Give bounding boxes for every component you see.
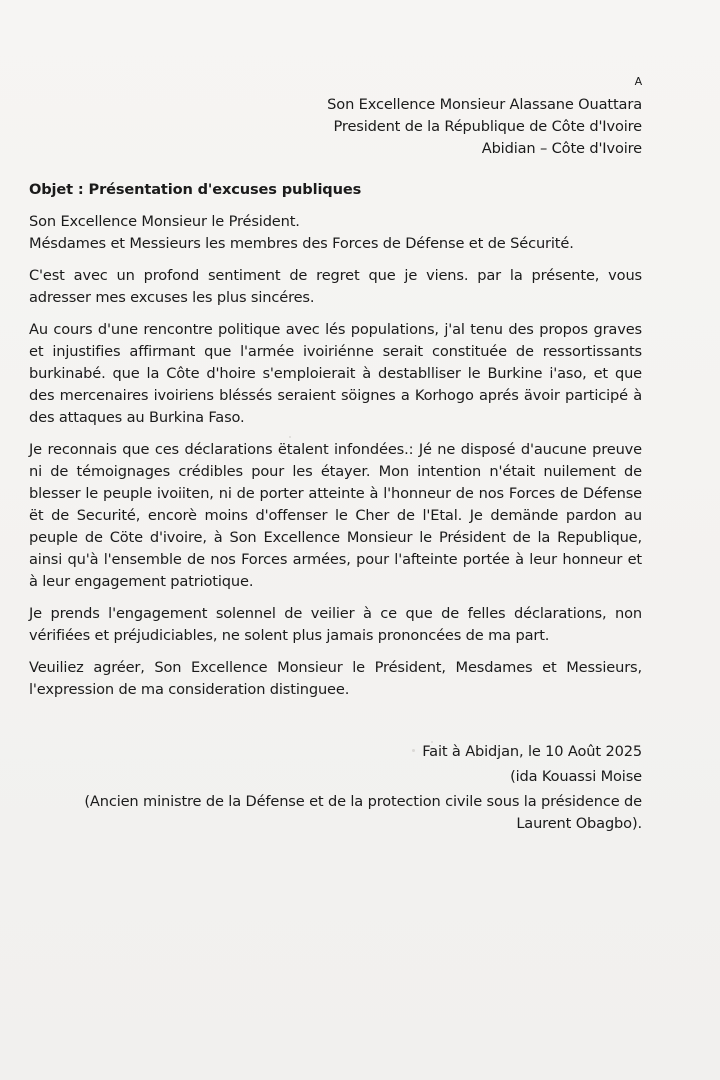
paragraph-statements: Au cours d'une rencontre politique avec lés populations, j'al tenu des propos graves et injustifies affirmant que l'armée ivoiriénne serait constituée de ressortissants burkinabé. que la Côte d'hoire s'emploierait à destablliser le Burkine i'aso, et que des mercenaires ivoiriens bléssés seraient söignes a Korhogo aprés ävoir participé à des attaques au Burkina Faso. <box>29 321 642 426</box>
recipient-block <box>29 74 642 160</box>
paragraph-regret: C'est avec un profond sentiment de regret que je viens. par la présente, vous adresser mes excuses les plus sincéres. <box>29 267 642 306</box>
salutation <box>29 211 642 255</box>
paragraph-closing-formula: Veuiliez agréer, Son Excellence Monsieur le Président, Mesdames et Messieurs, l'expression de ma consideration distinguee. <box>29 659 642 698</box>
signatory-title: (Ancien ministre de la Défense et de la protection civile sous la présidence de Laurent Obagbo). <box>84 793 642 832</box>
recipient-prefix: A <box>634 75 642 88</box>
recipient-title: President de la République de Côte d'Ivoire <box>333 118 642 135</box>
paragraph-commitment: Je prends l'engagement solennel de veilier à ce que de felles déclarations, non vérifiées et préjudiciables, ne solent plus jamais prononcées de ma part. <box>29 605 642 644</box>
recipient-name: Son Excellence Monsieur Alassane Ouattara <box>327 96 642 113</box>
letter-body <box>29 74 642 835</box>
salutation-line-2: Mésdames et Messieurs les membres des Forces de Défense et de Sécurité. <box>29 235 574 252</box>
signatory-name: (ida Kouassi Moise <box>510 768 642 785</box>
recipient-address: Abidian – Côte d'Ivoire <box>481 140 642 157</box>
place-date: Fait à Abidjan, le 10 Août 2025 <box>422 743 642 760</box>
signature-block <box>29 741 642 835</box>
paragraph-acknowledgement: Je reconnais que ces déclarations ëtalent infondées.: Jé ne disposé d'aucune preuve ni de témoignages crédibles pour les étayer. Mon intention n'était nuilement de blesser le peuple ivoiiten, ni de porter atteinte à l'honneur de nos Forces de Défense ët de Securité, encorè moins d'offenser le Cher de l'Etal. Je demände pardon au peuple de Cöte d'ivoire, à Son Excellence Monsieur le Président de la Republique, ainsi qu'à l'ensemble de nos Forces armées, pour l'afteinte portée à leur honneur et à leur engagement patriotique. <box>29 441 642 590</box>
letter-subject: Objet : Présentation d'excuses publiques <box>29 181 362 198</box>
salutation-line-1: Son Excellence Monsieur le Président. <box>29 213 300 230</box>
